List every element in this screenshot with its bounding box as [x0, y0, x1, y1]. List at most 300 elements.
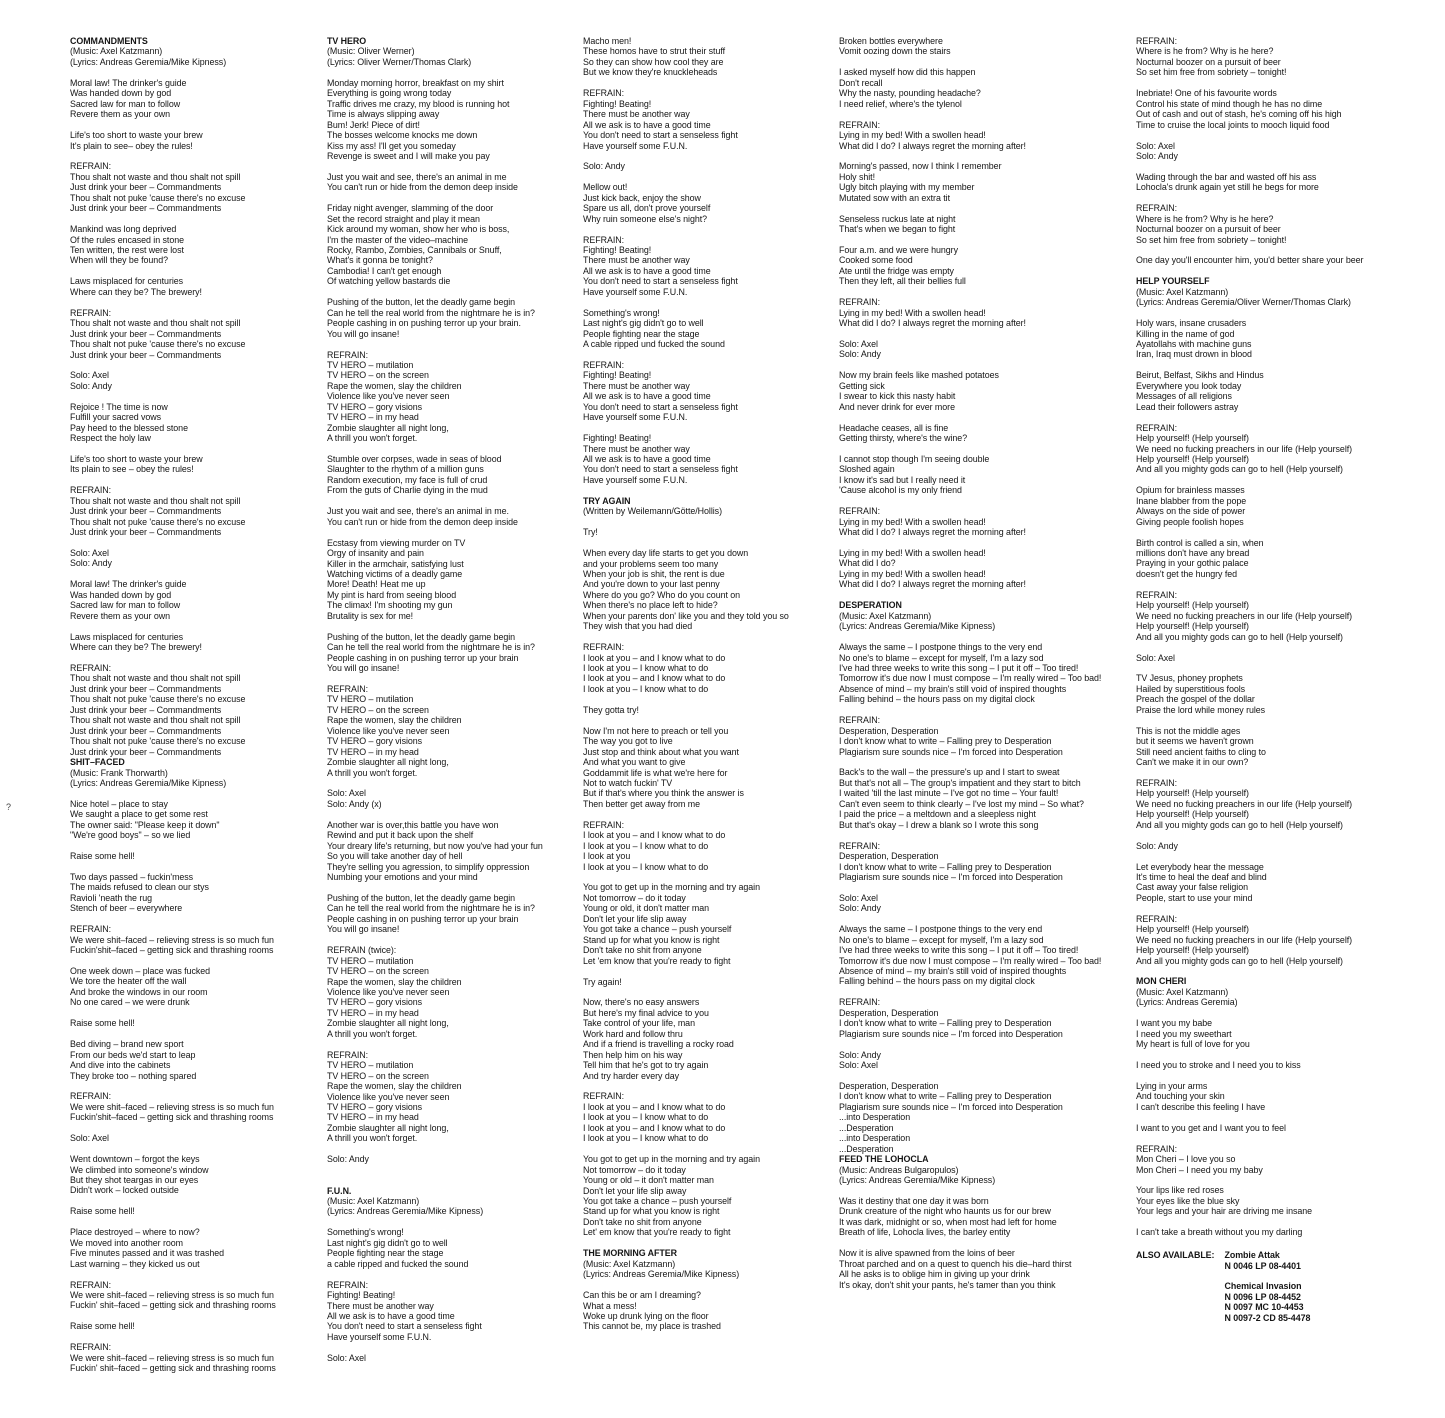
lyric-line: I need relief, where's the tylenol — [839, 98, 962, 109]
lyric-line: You will go insane! — [327, 328, 400, 339]
stanza-break — [70, 1081, 310, 1091]
lyric-line: Breath of life, Lohocla lives, the barley entity — [839, 1227, 1011, 1238]
stanza-break — [70, 151, 310, 161]
lyric-line: You don't need to start a senseless fight — [327, 1321, 482, 1332]
lyric-line: What's it gonna be tonight? — [327, 255, 433, 266]
lyric-line: It's time to heal the deaf and blind — [1136, 871, 1267, 882]
release-item: Zombie Attak — [1224, 1250, 1280, 1261]
stanza-break — [70, 621, 310, 631]
lyric-line: Revenge is sweet and I will make you pay — [327, 150, 490, 161]
lyric-line: (Lyrics: Andreas Geremia/Mike Kipness) — [327, 1206, 484, 1217]
lyric-line: Just drink your beer – Commandments — [70, 328, 222, 339]
lyric-line: Help yourself! (Help yourself) — [1136, 945, 1249, 956]
lyric-line: When every day life starts to get you down — [583, 548, 749, 559]
lyric-line: Lying in my bed! With a swollen head! — [839, 516, 986, 527]
lyric-line: Was it destiny that one day it was born — [839, 1195, 989, 1206]
lyric-line: I want to you get and I want you to feel — [1136, 1122, 1286, 1133]
lyric-line: Everywhere you look today — [1136, 380, 1242, 391]
lyric-line: Macho men! — [583, 36, 632, 46]
lyric-line: We moved into another room — [70, 1237, 183, 1248]
lyric-line: It was dark, midnight or so, when most had left for home — [839, 1216, 1057, 1227]
lyric-line: REFRAIN: — [583, 1091, 625, 1102]
lyric-line: Zombie slaughter all night long, — [327, 1122, 449, 1133]
lyric-line: A thrill you won't forget. — [327, 1133, 418, 1144]
lyric-line: We were shit–faced – relieving stress is so much fun — [70, 1101, 274, 1112]
lyric-line: I look at you – and I know what to do — [583, 1101, 726, 1112]
lyric-line: Just drink your beer – Commandments — [70, 349, 222, 360]
lyric-line: Random execution, my face is full of crud — [327, 474, 488, 485]
lyric-line: Monday morning horror, breakfast on my shirt — [327, 77, 504, 88]
stanza-break — [70, 841, 310, 851]
stanza-break — [70, 1008, 310, 1018]
stanza-break — [327, 778, 567, 788]
lyric-line: Lohocla's drunk again yet still he begs for more — [1136, 182, 1319, 193]
stanza-break — [327, 496, 567, 506]
lyric-line: REFRAIN: — [70, 1091, 112, 1102]
lyric-line: Set the record straight and play it mean — [327, 213, 480, 224]
lyric-line: Now it is alive spawned from the loins of beer — [839, 1248, 1015, 1259]
lyric-line: But that's not all – The group's impatient and they start to bitch — [839, 777, 1081, 788]
stanza-break — [327, 193, 567, 203]
stanza-break — [327, 1269, 567, 1279]
lyric-line: Pay heed to the blessed stone — [70, 422, 188, 433]
lyric-line: Can this be or am I dreaming? — [583, 1290, 701, 1301]
lyric-line: Have yourself some F.U.N. — [583, 286, 688, 297]
lyric-line: And all you mighty gods can go to hell (Help yourself) — [1136, 631, 1343, 642]
lyric-line: (Lyrics: Andreas Geremia/Mike Kipness) — [70, 56, 227, 67]
stanza-break — [327, 621, 567, 631]
lyric-line: Giving people foolish hopes — [1136, 516, 1244, 527]
lyric-line: TV HERO – on the screen — [327, 370, 429, 381]
lyric-line: Just drink your beer – Commandments — [70, 203, 222, 214]
lyric-line: REFRAIN: — [1136, 1143, 1178, 1154]
lyric-line: We saught a place to get some rest — [70, 809, 208, 820]
lyric-line: Opium for brainless masses — [1136, 485, 1245, 496]
lyric-line: Sacred law for man to follow — [70, 98, 181, 109]
lyric-line: Revere them as your own — [70, 610, 170, 621]
lyric-line: What did I do? I always regret the morning after! — [839, 140, 1026, 151]
lyric-line: And you're down to your last penny — [583, 579, 720, 590]
lyric-line: There must be another way — [583, 380, 690, 391]
lyric-line: Let everybody hear the message — [1136, 861, 1264, 872]
lyric-line: Its plain to see – obey the rules! — [70, 464, 194, 475]
lyric-line: Nice hotel – place to stay — [70, 798, 168, 809]
stanza-break — [839, 1071, 1109, 1081]
lyric-line: TV HERO – on the screen — [327, 1070, 429, 1081]
lyric-line: Don't recall — [839, 77, 883, 88]
lyric-line: I don't know what to write – Falling prey to Desperation — [839, 736, 1052, 747]
lyric-line: Ugly bitch playing with my member — [839, 182, 975, 193]
lyric-line: Mon Cheri – I love you so — [1136, 1154, 1236, 1165]
lyrics-column-5-lines — [1136, 36, 1406, 1238]
stanza-break — [839, 287, 1109, 297]
lyric-line: And touching your skin — [1136, 1091, 1225, 1102]
lyric-line: Cooked some food — [839, 255, 913, 266]
lyric-line: And all you mighty gods can go to hell (Help yourself) — [1136, 464, 1343, 475]
lyric-line: I look at you – I know what to do — [583, 683, 709, 694]
lyric-line: Vomit oozing down the stairs — [839, 46, 951, 57]
lyric-line: REFRAIN: — [583, 359, 625, 370]
lyric-line: Went downtown – forgot the keys — [70, 1154, 200, 1165]
lyric-line: Fuckin' shit–faced – getting sick and thrashing rooms — [70, 1300, 276, 1311]
stanza-break — [583, 78, 823, 88]
stanza-break — [327, 1175, 567, 1185]
lyric-line: Stand up for what you know is right — [583, 934, 720, 945]
lyric-line: Beirut, Belfast, Sikhs and Hindus — [1136, 370, 1264, 381]
lyric-line: Lying in my bed! With a swollen head! — [839, 307, 986, 318]
lyric-line: Something's wrong! — [583, 307, 660, 318]
lyric-line: REFRAIN: — [70, 485, 112, 496]
stanza-break — [839, 412, 1109, 422]
lyric-line: Young or old – it don't matter man — [583, 1175, 714, 1186]
lyric-line: Rape the women, slay the children — [327, 976, 462, 987]
lyric-line: Fuckin' shit–faced – getting sick and thrashing rooms — [70, 1363, 276, 1374]
stanza-break — [70, 1269, 310, 1279]
lyric-line: Watching victims of a deadly game — [327, 568, 463, 579]
stanza-break — [327, 1217, 567, 1227]
lyric-line: Not to watch fuckin' TV — [583, 777, 673, 788]
stanza-break — [1136, 1008, 1406, 1018]
lyric-line: When will they be found? — [70, 255, 168, 266]
lyric-line: Have yourself some F.U.N. — [583, 412, 688, 423]
lyric-line: Don't let your life slip away — [583, 1185, 687, 1196]
stanza-break — [70, 266, 310, 276]
lyric-line: Another war is over,this battle you have won — [327, 819, 499, 830]
lyric-line: "We're good boys" – so we lied — [70, 830, 191, 841]
stanza-break — [1136, 130, 1406, 140]
lyric-line: Hailed by superstitious fools — [1136, 683, 1246, 694]
lyric-line: When your job is shit, the rent is due — [583, 568, 725, 579]
stanza-break — [1136, 903, 1406, 913]
lyric-line: I look at you – I know what to do — [583, 840, 709, 851]
lyric-line: I don't know what to write – Falling prey to Desperation — [839, 1018, 1052, 1029]
lyric-line: Nocturnal boozer on a pursuit of beer — [1136, 224, 1281, 235]
lyric-line: Life's too short to waste your brew — [70, 453, 203, 464]
lyric-line: Solo: Axel — [839, 1060, 878, 1071]
release-item: N 0097-2 CD 85-4478 — [1224, 1312, 1311, 1323]
lyric-line: Solo: Andy (x) — [327, 798, 382, 809]
lyric-line: There must be another way — [583, 255, 690, 266]
lyric-line: Fighting! Beating! — [583, 433, 652, 444]
stanza-break — [70, 214, 310, 224]
lyric-line: So they can show how cool they are — [583, 56, 724, 67]
lyric-line: Woke up drunk lying on the floor — [583, 1310, 709, 1321]
lyric-line: Solo: Axel — [839, 339, 878, 350]
lyric-line: I'm the master of the video–machine — [327, 234, 469, 245]
lyric-line: TV HERO – mutilation — [327, 359, 414, 370]
lyric-line: People cashing in on pushing terror up your brain — [327, 652, 519, 663]
stanza-break — [327, 1144, 567, 1154]
lyric-line: (Music: Axel Katzmann) — [583, 1258, 676, 1269]
lyric-line: All we ask is to have a good time — [327, 1310, 455, 1321]
stanza-break — [70, 120, 310, 130]
lyric-line: REFRAIN: — [1136, 36, 1178, 46]
lyric-line: Laws misplaced for centuries — [70, 631, 184, 642]
lyric-line: ...into Desperation — [839, 1112, 911, 1123]
stanza-break — [839, 1238, 1109, 1248]
lyric-line: Cast away your false religion — [1136, 882, 1249, 893]
edge-mark: ? — [6, 802, 12, 812]
lyric-line: And try harder every day — [583, 1070, 679, 1081]
lyric-line: Don't take no shit from anyone — [583, 1216, 702, 1227]
lyric-line: All he asks is to oblige him in giving up your drink — [839, 1269, 1030, 1280]
lyric-line: Ecstasy from viewing murder on TV — [327, 537, 466, 548]
lyric-line: Plagiarism sure sounds nice – I'm forced into Desperation — [839, 1101, 1063, 1112]
stanza-break — [1136, 851, 1406, 861]
lyric-line: Ate until the fridge was empty — [839, 265, 954, 276]
stanza-break — [583, 172, 823, 182]
lyric-line: Morning's passed, now I think I remember — [839, 161, 1002, 172]
lyric-line: Fighting! Beating! — [583, 98, 652, 109]
lyric-line: I look at you – I know what to do — [583, 1112, 709, 1123]
stanza-break — [1136, 966, 1406, 976]
lyric-line: Fuckin'shit–faced – getting sick and thrashing rooms — [70, 945, 274, 956]
lyric-line: Solo: Andy — [1136, 150, 1178, 161]
stanza-break — [839, 987, 1109, 997]
lyric-line: What a mess! — [583, 1300, 637, 1311]
lyric-line: You will go insane! — [327, 924, 400, 935]
lyric-line: Solo: Axel — [1136, 652, 1175, 663]
lyric-line: I look at you – I know what to do — [583, 1133, 709, 1144]
lyric-line: Thou shalt not puke 'cause there's no excuse — [70, 192, 246, 203]
lyric-line: ...into Desperation — [839, 1133, 911, 1144]
lyric-line: Life's too short to waste your brew — [70, 130, 203, 141]
stanza-break — [839, 360, 1109, 370]
lyric-line: REFRAIN: — [327, 1279, 369, 1290]
lyric-line: Bed diving – brand new sport — [70, 1039, 184, 1050]
lyric-line: I look at you — [583, 851, 631, 862]
lyric-line: REFRAIN: — [839, 506, 881, 517]
lyric-line: (Music: Axel Katzmann) — [839, 610, 932, 621]
lyric-line: Fuckin'shit–faced – getting sick and thrashing rooms — [70, 1112, 274, 1123]
lyric-line: The climax! I'm shooting my gun — [327, 600, 453, 611]
lyric-line: People fighting near the stage — [583, 328, 700, 339]
lyric-line: REFRAIN: — [70, 161, 112, 172]
lyric-line: Inebriate! One of his favourite words — [1136, 88, 1277, 99]
lyric-line: The maids refused to clean our stys — [70, 882, 209, 893]
lyric-line: Can he tell the real world from the nightmare he is in? — [327, 307, 535, 318]
lyric-line: and your problems seem too many — [583, 558, 719, 569]
lyric-line: Cambodia! I can't get enough — [327, 265, 442, 276]
lyric-line: I need you my sweethart — [1136, 1028, 1232, 1039]
lyric-line: Lying in your arms — [1136, 1080, 1208, 1091]
lyric-line: TV HERO – in my head — [327, 1007, 419, 1018]
stanza-break — [839, 830, 1109, 840]
lyric-line: Solo: Axel — [839, 892, 878, 903]
lyric-line: There must be another way — [583, 109, 690, 120]
lyric-line: I don't know what to write – Falling prey to Desperation — [839, 861, 1052, 872]
lyric-line: Your dreary life's returning, but now you've had your fun — [327, 840, 543, 851]
stanza-break — [583, 350, 823, 360]
lyric-line: A thrill you won't forget. — [327, 1028, 418, 1039]
lyric-line: We were shit–faced – relieving stress is so much fun — [70, 934, 274, 945]
lyric-line: And all you mighty gods can go to hell (Help yourself) — [1136, 955, 1343, 966]
lyric-line: Solo: Andy — [327, 1154, 369, 1165]
stanza-break — [839, 590, 1109, 600]
lyric-line: (Music: Axel Katzmann) — [327, 1196, 420, 1207]
lyric-line: And broke the windows in our room — [70, 986, 208, 997]
lyric-line: A thrill you won't forget. — [327, 433, 418, 444]
song-title: TRY AGAIN — [583, 495, 631, 506]
stanza-break — [1136, 579, 1406, 589]
lyric-line: Can't we make it in our own? — [1136, 757, 1249, 768]
lyric-line: REFRAIN: — [583, 819, 625, 830]
release-item: N 0097 MC 10-4453 — [1224, 1302, 1304, 1313]
lyric-line: Then they left, all their bellies full — [839, 276, 966, 287]
lyric-line: Where is he from? Why is he here? — [1136, 46, 1274, 57]
stanza-break — [1136, 161, 1406, 171]
lyric-line: You got take a chance – push yourself — [583, 924, 732, 935]
stanza-break — [583, 1081, 823, 1091]
stanza-break — [839, 496, 1109, 506]
lyric-line: You will go insane! — [327, 663, 400, 674]
stanza-break — [583, 151, 823, 161]
lyric-line: But we know they're knuckleheads — [583, 67, 718, 78]
lyric-line: TV HERO – mutilation — [327, 694, 414, 705]
lyric-line: (Written by Weilemann/Götte/Hollis) — [583, 506, 722, 517]
lyric-line: Traffic drives me crazy, my blood is running hot — [327, 98, 510, 109]
stanza-break — [1136, 663, 1406, 673]
lyric-line: Young or old, it don't matter man — [583, 903, 710, 914]
stanza-break — [327, 339, 567, 349]
lyric-line: Fighting! Beating! — [583, 245, 652, 255]
lyric-line: TV HERO – gory visions — [327, 997, 423, 1008]
stanza-break — [70, 914, 310, 924]
lyric-line: Absence of mind – my brain's still void of inspired thoughts — [839, 683, 1067, 694]
lyric-line: Have yourself some F.U.N. — [327, 1331, 432, 1342]
lyric-line: No one cared – we were drunk — [70, 997, 190, 1008]
lyric-line: And dive into the cabinets — [70, 1060, 171, 1071]
lyric-line: Ayatollahs with machine guns — [1136, 339, 1252, 350]
lyric-line: That's when we began to fight — [839, 224, 956, 235]
stanza-break — [327, 1039, 567, 1049]
lyric-line: Broken bottles everywhere — [839, 36, 943, 46]
lyric-line: Just drink your beer – Commandments — [70, 725, 222, 736]
lyric-line: REFRAIN: — [70, 307, 112, 318]
lyric-line: Lying in my bed! With a swollen head! — [839, 130, 986, 141]
lyric-line: People cashing in on pushing terror up your brain — [327, 913, 519, 924]
stanza-break — [583, 809, 823, 819]
stanza-break — [1136, 1071, 1406, 1081]
stanza-break — [839, 444, 1109, 454]
lyric-line: Just stop and think about what you want — [583, 746, 739, 757]
lyric-line: Pushing of the button, let the deadly game begin — [327, 892, 516, 903]
lyric-line: Mon Cheri – I need you my baby — [1136, 1164, 1263, 1175]
lyric-line: REFRAIN: — [70, 662, 112, 673]
lyric-line: Moral law! The drinker's guide — [70, 579, 187, 590]
stanza-break — [1136, 1175, 1406, 1185]
stanza-break — [70, 1029, 310, 1039]
release-item: N 0096 LP 08-4452 — [1224, 1291, 1301, 1302]
lyric-line: Thou shalt not waste and thou shalt not spill — [70, 495, 241, 506]
lyric-line: Solo: Axel — [327, 788, 366, 799]
stanza-break — [327, 883, 567, 893]
lyric-line: I've had three weeks to write this song – I put it off – Too tired! — [839, 945, 1079, 956]
stanza-break — [70, 391, 310, 401]
lyric-line: I look at you – I know what to do — [583, 663, 709, 674]
lyric-line: Raise some hell! — [70, 1321, 135, 1332]
release-item: Chemical Invasion — [1224, 1281, 1302, 1292]
lyric-line: Lead their followers astray — [1136, 401, 1239, 412]
lyric-line: Solo: Axel — [70, 548, 109, 559]
lyric-line: (Music: Axel Katzmann) — [1136, 986, 1229, 997]
release-spacer — [1224, 1271, 1310, 1281]
song-title: MON CHERI — [1136, 976, 1187, 987]
lyric-line: Holy wars, insane crusaders — [1136, 318, 1247, 329]
lyric-line: Desperation, Desperation — [839, 1080, 939, 1091]
lyric-line: Two days passed – fuckin'mess — [70, 871, 194, 882]
lyric-line: What did I do? I always regret the morning after! — [839, 318, 1026, 329]
lyric-line: TV HERO – on the screen — [327, 966, 429, 977]
stanza-break — [70, 1217, 310, 1227]
lyric-line: All we ask is to have a good time — [583, 391, 711, 402]
lyric-line: TV HERO – mutilation — [327, 955, 414, 966]
lyric-line: You don't need to start a senseless fight — [583, 130, 738, 141]
lyric-line: TV HERO – gory visions — [327, 401, 423, 412]
lyric-line: More! Death! Heat me up — [327, 579, 426, 590]
lyric-line: Iran, Iraq must drown in blood — [1136, 349, 1252, 360]
lyric-line: Zombie slaughter all night long, — [327, 757, 449, 768]
lyric-line: Thou shalt not puke 'cause there's no excuse — [70, 516, 246, 527]
lyric-line: Just you wait and see, there's an animal in me — [327, 171, 507, 182]
also-available-label: ALSO AVAILABLE: — [1136, 1250, 1215, 1261]
lyric-line: Just drink your beer – Commandments — [70, 527, 222, 538]
lyric-line: REFRAIN: — [70, 924, 112, 935]
lyric-line: What did I do? I always regret the morning after! — [839, 527, 1026, 538]
lyric-line: Just drink your beer – Commandments — [70, 182, 222, 193]
lyric-line: Tomorrow it's due now I must compose – I'm really wired – Too bad! — [839, 673, 1102, 684]
lyric-line: You don't need to start a senseless fight — [583, 464, 738, 475]
lyric-line: Just drink your beer – Commandments — [70, 704, 222, 715]
lyric-line: REFRAIN: — [327, 683, 369, 694]
stanza-break — [1136, 830, 1406, 840]
lyric-line: The bosses welcome knocks me down — [327, 130, 478, 141]
stanza-break — [70, 1332, 310, 1342]
lyric-line: Sacred law for man to follow — [70, 600, 181, 611]
lyric-line: Solo: Andy — [70, 380, 112, 391]
lyric-line: TV HERO – gory visions — [327, 736, 423, 747]
lyric-line: Not tomorrow – do it today — [583, 892, 686, 903]
lyric-line: (Music: Oliver Werner) — [327, 46, 415, 57]
lyric-line: Solo: Andy — [583, 161, 625, 172]
lyric-line: Fighting! Beating! — [583, 370, 652, 381]
lyric-line: They're selling you agression, to simplify oppression — [327, 861, 530, 872]
stanza-break — [583, 538, 823, 548]
lyric-line: but it seems we haven't grown — [1136, 736, 1254, 747]
lyric-line: Nocturnal boozer on a pursuit of beer — [1136, 56, 1281, 67]
lyric-line: Violence like you've never seen — [327, 987, 450, 998]
lyric-line: Raise some hell! — [70, 851, 135, 862]
stanza-break — [327, 527, 567, 537]
lyric-line: Where is he from? Why is he here? — [1136, 213, 1274, 224]
lyric-line: Your legs and your hair are driving me insane — [1136, 1206, 1313, 1217]
lyric-line: Violence like you've never seen — [327, 1091, 450, 1102]
lyric-line: (Lyrics: Andreas Geremia/Mike Kipness) — [70, 777, 227, 788]
stanza-break — [583, 1238, 823, 1248]
lyric-line: Always on the side of power — [1136, 506, 1246, 517]
stanza-break — [839, 705, 1109, 715]
stanza-break — [70, 360, 310, 370]
lyric-line: Your eyes like the blue sky — [1136, 1195, 1240, 1206]
song-title: DESPERATION — [839, 600, 902, 611]
lyric-line: Rape the women, slay the children — [327, 1081, 462, 1092]
lyric-line: Can he tell the real world from the nightmare he is in? — [327, 903, 535, 914]
song-title: THE MORNING AFTER — [583, 1248, 677, 1259]
lyric-line: REFRAIN: — [70, 1279, 112, 1290]
lyric-line: No one's to blame – except for myself, I'm a lazy sod — [839, 934, 1044, 945]
stanza-break — [583, 694, 823, 704]
lyric-line: What did I do? — [839, 558, 896, 569]
